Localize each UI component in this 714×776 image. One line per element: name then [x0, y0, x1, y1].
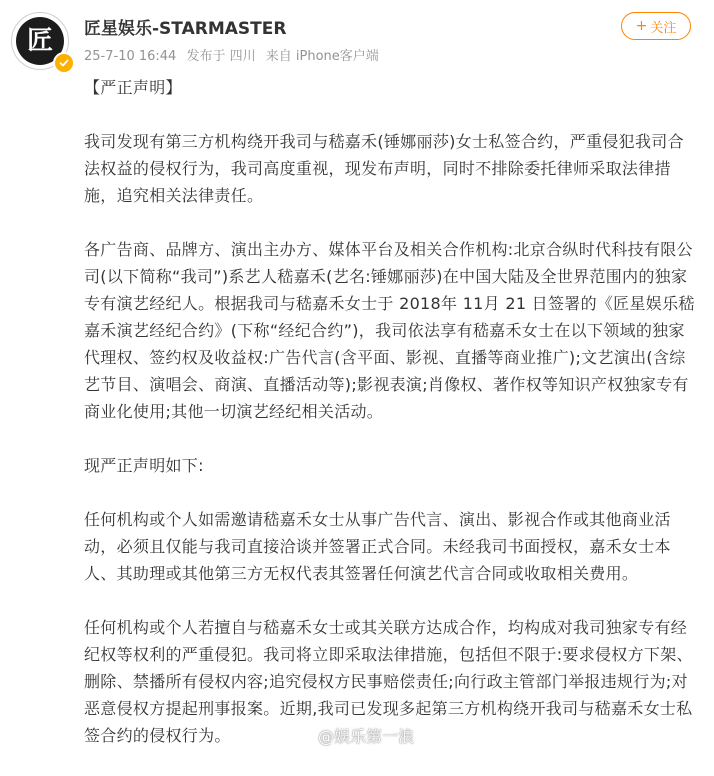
post-paragraph: 现严正声明如下:	[84, 456, 204, 475]
avatar-logo-char: 匠	[26, 26, 53, 56]
verified-badge-icon	[53, 52, 75, 74]
follow-button[interactable]	[621, 12, 691, 40]
watermark: @娱乐第一浪	[318, 727, 415, 746]
post-location: 发布于 四川	[186, 49, 256, 64]
post-paragraph: 我司发现有第三方机构绕开我司与嵇嘉禾(锤娜丽莎)女士私签合约，严重侵犯我司合法权益的侵权行为，我司高度重视，现发布声明，同时不排除委托律师采取法律措施，追究相关法律责任。	[84, 132, 684, 205]
post-paragraph: 各广告商、品牌方、演出主办方、媒体平台及相关合作机构:北京合纵时代科技有限公司(以下简称“我司”)系艺人嵇嘉禾(艺名:锤娜丽莎)在中国大陆及全世界范围内的独家专有演艺经纪人。根据我司与嵇嘉禾女士于 2018年 11月 21 日签署的《匠星娱乐嵇嘉禾演艺经纪合约》(下称“经纪合约”)，我司依法享有嵇嘉禾女士在以下领域的独家代理权、签约权及收益权:广告代言(含平面、影视、直播等商业推广);文艺演出(含综艺节目、演唱会、商演、直播活动等);影视表演;肖像权、著作权等知识产权独家专有商业化使用;其他一切演艺经纪相关活动。	[84, 240, 695, 421]
post-paragraph: 任何机构或个人如需邀请嵇嘉禾女士从事广告代言、演出、影视合作或其他商业活动，必须且仅能与我司直接洽谈并签署正式合同。未经我司书面授权，嘉禾女士本人、其助理或其他第三方无权代表其签署任何演艺代言合同或收取相关费用。	[84, 510, 671, 583]
username[interactable]: 匠星娱乐-STARMASTER	[84, 19, 287, 39]
checkmark-icon	[58, 57, 70, 69]
post-meta	[84, 45, 385, 64]
follow-label: 关注	[650, 20, 677, 36]
post-content	[84, 74, 696, 776]
post-date[interactable]: 25-7-10 16:44	[84, 49, 177, 64]
post-paragraph: 任何机构或个人若擅自与嵇嘉禾女士或其关联方达成合作，均构成对我司独家专有经纪权等权利的严重侵犯。我司将立即采取法律措施，包括但不限于:要求侵权方下架、删除、禁播所有侵权内容;追究侵权方民事赔偿责任;向行政主管部门举报违规行为;对恶意侵权方提起刑事报案。近期,我司已发现多起第三方机构绕开我司与嵇嘉禾女士私签合约的侵权行为。	[84, 618, 693, 745]
plus-icon: +	[635, 18, 648, 34]
post-heading: 【严正声明】	[84, 78, 182, 97]
post-source: 来自 iPhone客户端	[265, 49, 379, 64]
